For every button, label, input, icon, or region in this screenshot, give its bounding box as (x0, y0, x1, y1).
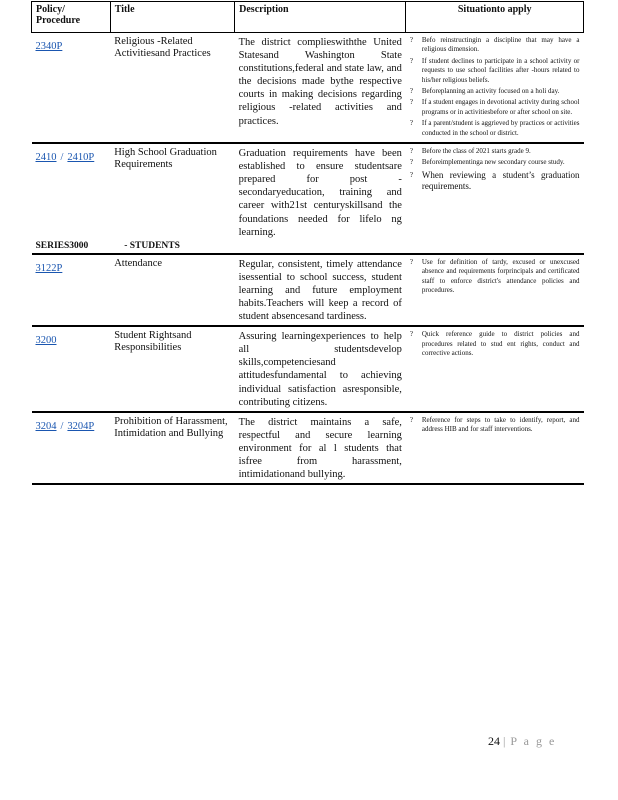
situation-item (410, 258, 580, 296)
link-separator: / (60, 152, 64, 164)
policy-description: The district complieswiththe United Statesand Washington State constitutions,federal and state law, and the decisions made bythe respective courts in making decisions regarding religious -related activities and practices. (238, 37, 402, 127)
situation-item (410, 57, 580, 85)
page-number: 24 (488, 734, 500, 748)
situation-list (410, 330, 580, 358)
series-row (32, 241, 584, 254)
situation-item (410, 87, 580, 96)
policy-links-cell (32, 412, 111, 484)
bullet-icon: ? (409, 56, 413, 65)
policy-link[interactable]: 2340P (35, 41, 63, 52)
bullet-icon: ? (409, 36, 413, 44)
table-row (32, 143, 584, 241)
header-title: Title (110, 2, 234, 33)
bullet-icon: ? (409, 87, 413, 96)
table-row (32, 412, 584, 484)
situation-item (410, 147, 580, 156)
policy-title: Religious -Related Activitiesand Practices (114, 36, 211, 60)
table-header-row (32, 2, 584, 33)
policy-links-cell (32, 254, 111, 326)
situation-text: If a parent/student is aggrieved by practices or activities conducted in the school or district. (421, 119, 580, 137)
situation-item (410, 416, 580, 435)
policy-description: Regular, consistent, timely attendance isessential to school success, student learning and future employment habits.Teachers will keep a record of student absencesand tardiness. (235, 254, 406, 326)
link-separator: / (60, 420, 64, 432)
situation-text: If a student engages in devotional activity during school programs or in activitiesbefore or after school on site. (421, 98, 580, 116)
situation-item (410, 36, 580, 55)
situation-cell (406, 254, 584, 326)
policy-title: Student Rightsand Responsibilities (110, 326, 234, 412)
page-label: P a g e (510, 734, 557, 748)
situation-cell (406, 33, 584, 144)
policy-description: Assuring learningexperiences to help all studentsdevelop skills,competenciesand attitudesfundamental to achieving individual satisfaction asresponsible, contributing citizens. (235, 326, 406, 412)
situation-cell (406, 412, 584, 484)
situation-item (410, 119, 580, 138)
situation-list (410, 36, 580, 138)
bullet-icon: ? (409, 147, 413, 156)
table-row (32, 254, 584, 326)
policy-title: Attendance (110, 254, 234, 326)
policy-title: Prohibition of Harassment, Intimidation and Bullying (110, 412, 234, 484)
page-separator: | (503, 734, 508, 748)
policy-links-cell (32, 33, 111, 144)
policy-description: The district maintains a safe, respectful and secure learning environment for al l students that isfree from harassment, intimidationand bullying. (235, 412, 406, 484)
bullet-icon: ? (409, 415, 413, 424)
situation-text: Reference for steps to take to identify, report, and address HIB and for staff interventions. (421, 415, 580, 434)
policy-link[interactable]: 2410P (67, 152, 95, 164)
situation-item (410, 98, 580, 117)
policy-link[interactable]: 3122P (35, 262, 63, 274)
situation-text: Before the class of 2021 starts grade 9. (421, 147, 531, 156)
situation-cell (406, 326, 584, 412)
situation-text: Befo reinstructingin a discipline that may have a religious dimension. (421, 36, 580, 54)
situation-text: Beforeimplementinga new secondary course study. (421, 158, 565, 167)
situation-list (410, 147, 580, 192)
situation-text: Quick reference guide to district policies and procedures related to stud ent rights, conduct and corrective actions. (421, 330, 580, 357)
situation-item (410, 330, 580, 358)
bullet-icon: ? (409, 98, 413, 107)
situation-text: If student declines to participate in a school activity or requests to use school facilities after -hours related to his/her religious beliefs. (421, 56, 580, 84)
policy-links-cell (32, 326, 111, 412)
situation-list (410, 258, 580, 296)
bullet-icon: ? (409, 170, 413, 179)
bullet-icon: ? (409, 119, 413, 128)
bullet-icon: ? (409, 257, 413, 266)
table-row (32, 326, 584, 412)
series-number: SERIES3000 (35, 240, 89, 251)
policy-links-cell (32, 143, 111, 241)
bullet-icon: ? (409, 158, 413, 167)
policy-table (31, 1, 584, 485)
policy-link[interactable]: 3200 (35, 335, 57, 347)
bullet-icon: ? (409, 330, 413, 339)
table-row (32, 33, 584, 144)
policy-link[interactable]: 2410 (35, 152, 57, 164)
situation-list (410, 416, 580, 435)
situation-text: When reviewing a student’s graduation requirements. (421, 169, 580, 191)
policy-link[interactable]: 3204P (67, 420, 95, 432)
situation-cell (406, 143, 584, 241)
page-footer (488, 734, 556, 749)
situation-item (410, 158, 580, 167)
policy-description: Graduation requirements have been established to ensure studentsare prepared for post -secondaryeducation, training and career with21st centuryskillsand the foundations needed for lifelo ng learning. (235, 143, 406, 241)
situation-text: Use for definition of tardy, excused or unexcused absence and requirements forprincipals and certificated staff to enforce district's attendance policies and procedures. (421, 257, 580, 294)
situation-item (410, 170, 580, 192)
header-description: Description (235, 2, 406, 33)
header-policy: Policy/ Procedure (32, 2, 111, 33)
series-name: - STUDENTS (124, 240, 180, 251)
situation-text: Beforeplanning an activity focused on a holi day. (421, 87, 560, 96)
header-situation: Situationto apply (406, 2, 584, 33)
policy-title: High School Graduation Requirements (110, 143, 234, 241)
policy-link[interactable]: 3204 (35, 420, 57, 432)
